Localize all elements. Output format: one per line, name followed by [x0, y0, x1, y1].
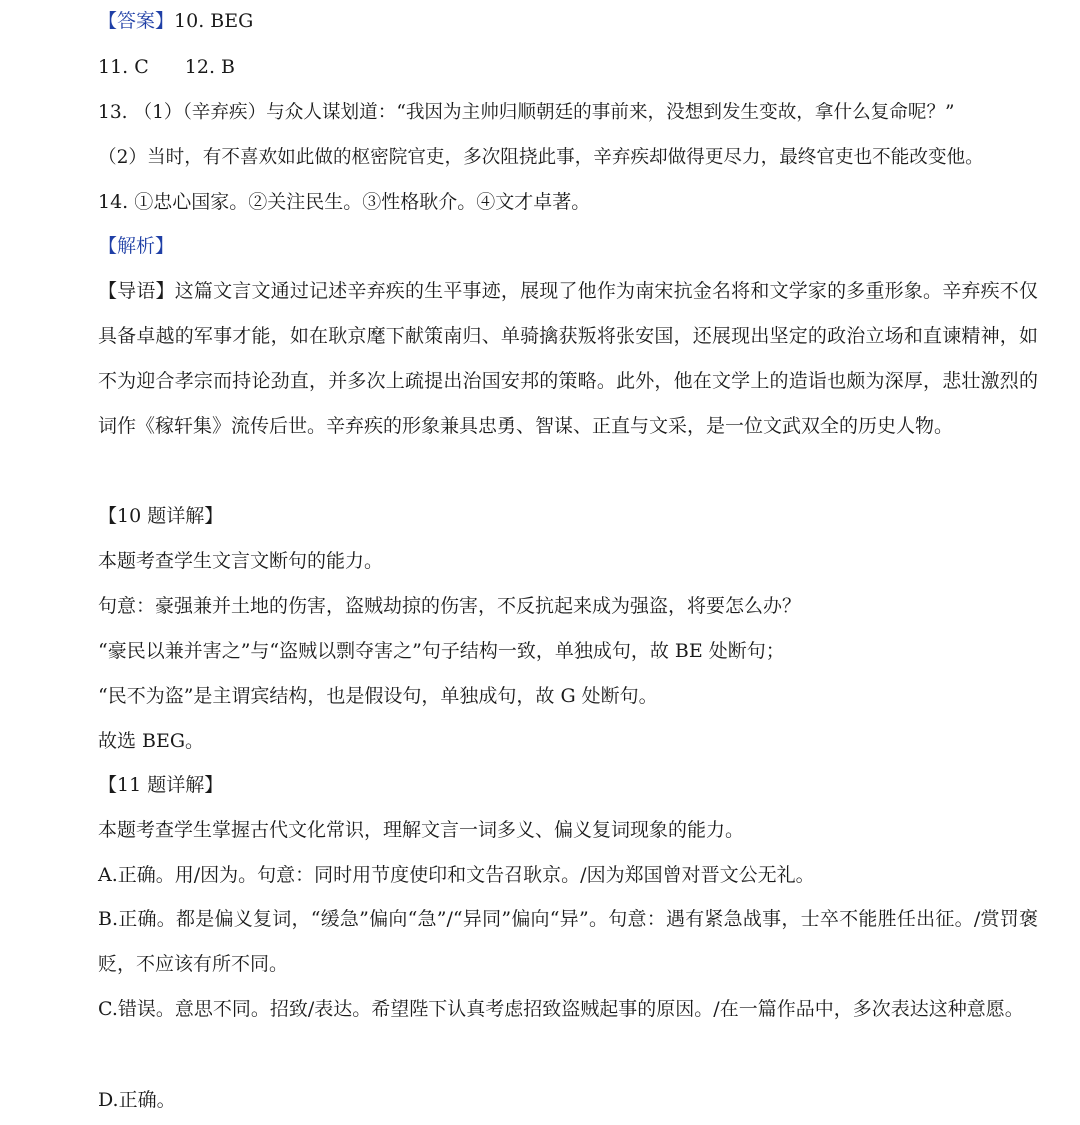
q11-heading: 【11 题详解】 — [98, 774, 224, 796]
answer-q13-1: 13. （1）（辛弃疾）与众人谋划道：“我因为主帅归顺朝廷的事前来，没想到发生变故，拿什么复命呢？” — [98, 102, 955, 123]
answer-q11-q12-line — [98, 56, 235, 79]
q11-option-d: D.正确。 — [98, 1089, 176, 1111]
analysis-label: 【解析】 — [98, 235, 175, 257]
q10-line1: 本题考查学生文言文断句的能力。 — [98, 550, 384, 572]
answer-q14: 14. ①忠心国家。②关注民生。③性格耿介。④文才卓著。 — [98, 191, 591, 213]
q11-option-a: A.正确。用/因为。句意：同时用节度使印和文告召耿京。/因为郑国曾对晋文公无礼。 — [98, 864, 815, 886]
answer-q11: 11. C — [98, 56, 149, 78]
answer-label: 【答案】 — [98, 10, 175, 32]
q11-option-c: C.错误。意思不同。招致/表达。希望陛下认真考虑招致盗贼起事的原因。/在一篇作品中，多次表达这种意愿。 — [98, 998, 1024, 1020]
answer-line — [98, 10, 253, 33]
answer-q10: 10. BEG — [174, 10, 254, 32]
q10-line4: “民不为盗”是主谓宾结构，也是假设句，单独成句，故 G 处断句。 — [98, 685, 658, 707]
answer-q12: 12. B — [184, 56, 236, 78]
q11-line1: 本题考查学生掌握古代文化常识，理解文言一词多义、偏义复词现象的能力。 — [98, 819, 745, 841]
q10-heading: 【10 题详解】 — [98, 505, 224, 527]
q10-line5: 故选 BEG。 — [98, 730, 205, 752]
q10-line3: “豪民以兼并害之”与“盗贼以剽夺害之”句子结构一致，单独成句，故 BE 处断句； — [98, 640, 785, 662]
answer-q13-2: （2）当时，有不喜欢如此做的枢密院官吏，多次阻挠此事，辛弃疾却做得更尽力，最终官吏也不能改变他。 — [98, 147, 984, 168]
analysis-intro: 【导语】这篇文言文通过记述辛弃疾的生平事迹，展现了他作为南宋抗金名将和文学家的多重形象。辛弃疾不仅具备卓越的军事才能，如在耿京麾下献策南归、单骑擒获叛将张安国，还展现出坚定的政治立场和直谏精神，如不为迎合孝宗而持论劲直，并多次上疏提出治国安邦的策略。此外，他在文学上的造诣也颇为深厚，悲壮激烈的词作《稼轩集》流传后世。辛弃疾的形象兼具忠勇、智谋、正直与文采，是一位文武双全的历史人物。 — [98, 280, 1038, 437]
q10-line2: 句意：豪强兼并土地的伤害，盗贼劫掠的伤害，不反抗起来成为强盗，将要怎么办？ — [98, 595, 802, 617]
q11-option-b: B.正确。都是偏义复词，“缓急”偏向“急”/“异同”偏向“异”。句意：遇有紧急战事，士卒不能胜任出征。/赏罚褒贬，不应该有所不同。 — [98, 908, 1038, 975]
